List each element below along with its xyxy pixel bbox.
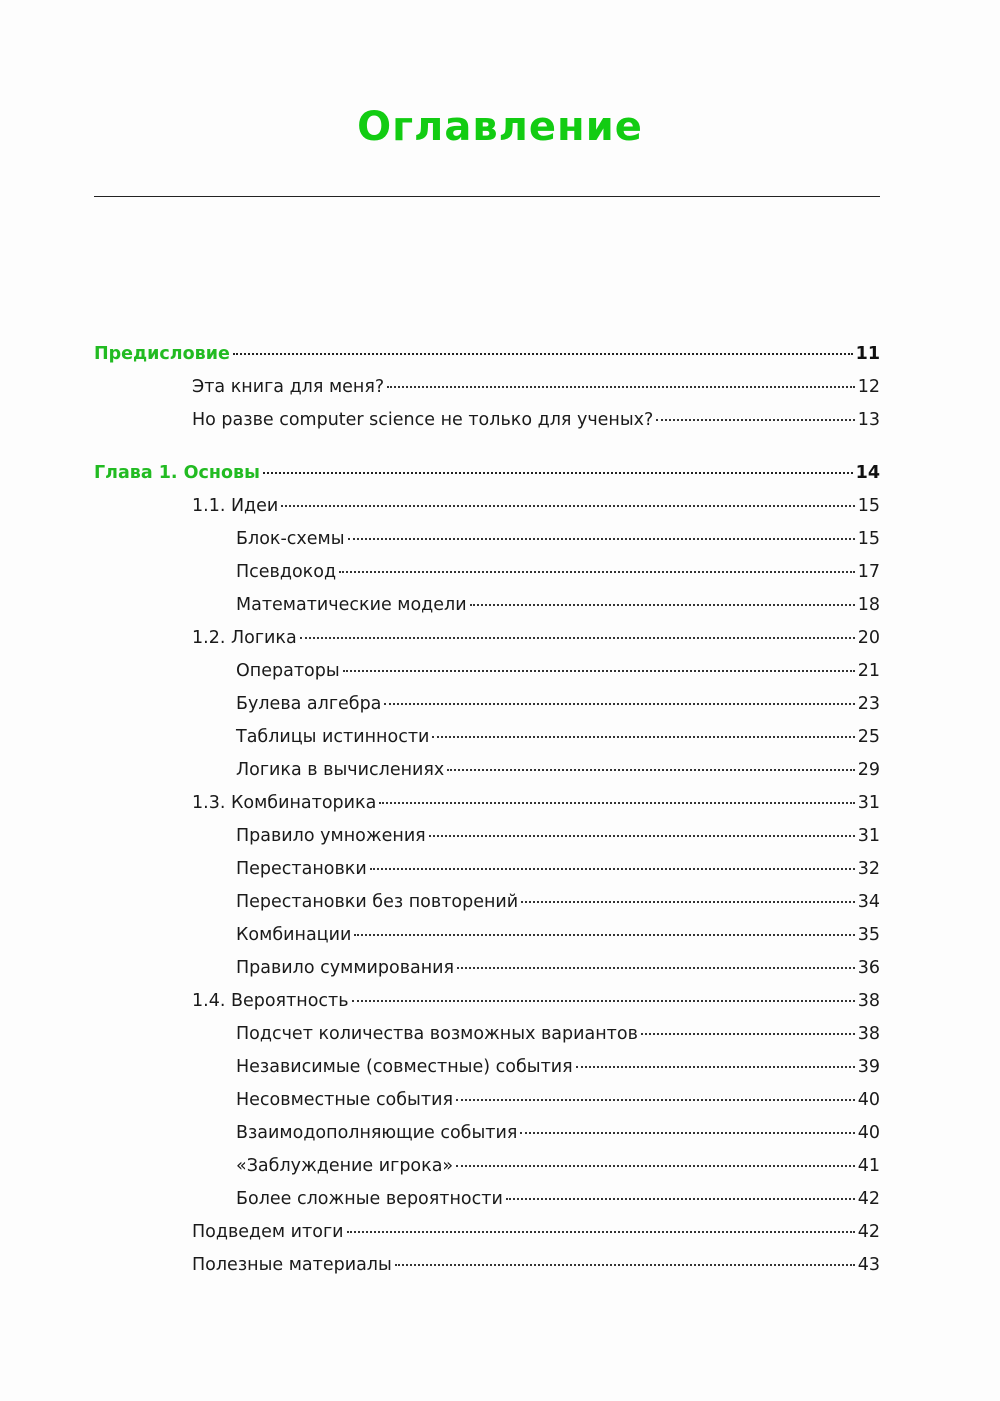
dot-leader (456, 1099, 855, 1101)
toc-entry[interactable] (94, 1156, 880, 1189)
toc-entry[interactable] (94, 793, 880, 826)
toc-entry-page: 21 (857, 661, 880, 681)
dot-leader (395, 1264, 855, 1266)
page-title: Оглавление (357, 104, 643, 150)
toc-entry-page: 31 (857, 793, 880, 813)
toc-entry-label: Полезные материалы (192, 1255, 392, 1275)
toc-entry-label: Правило суммирования (236, 958, 455, 978)
dot-leader (521, 901, 855, 903)
toc-entry[interactable] (94, 562, 880, 595)
toc-entry-label: Правило умножения (236, 826, 426, 846)
toc-entry-page: 42 (857, 1189, 880, 1209)
toc-entry-label: Глава 1. Основы (94, 463, 260, 483)
toc-entry[interactable] (94, 826, 880, 859)
toc-entry-page: 39 (857, 1057, 880, 1077)
title-divider (94, 196, 880, 197)
toc-entry[interactable] (94, 892, 880, 925)
toc-entry-page: 18 (857, 595, 880, 615)
toc-entry[interactable] (94, 859, 880, 892)
toc-entry[interactable] (94, 1222, 880, 1255)
toc-entry-page: 38 (857, 991, 880, 1011)
toc-entry-label: 1.2. Логика (192, 628, 297, 648)
toc-entry-label: 1.1. Идеи (192, 496, 279, 516)
dot-leader (456, 1165, 855, 1167)
toc-entry-page: 36 (857, 958, 880, 978)
toc-entry-label: Независимые (совместные) события (236, 1057, 573, 1077)
dot-leader (352, 1000, 855, 1002)
toc-entry[interactable] (94, 958, 880, 991)
dot-leader (576, 1066, 855, 1068)
table-of-contents (94, 344, 880, 1288)
toc-entry[interactable] (94, 496, 880, 529)
dot-leader (343, 670, 855, 672)
toc-entry-label: Блок-схемы (236, 529, 345, 549)
dot-leader (384, 703, 854, 705)
toc-entry-page: 25 (857, 727, 880, 747)
toc-entry-label: Более сложные вероятности (236, 1189, 503, 1209)
toc-entry-label: Таблицы истинности (236, 727, 430, 747)
toc-entry-page: 43 (857, 1255, 880, 1275)
toc-entry-page: 40 (857, 1123, 880, 1143)
toc-entry-label: 1.3. Комбинаторика (192, 793, 377, 813)
toc-entry-label: Несовместные события (236, 1090, 453, 1110)
toc-entry-page: 41 (857, 1156, 880, 1176)
dot-leader (348, 538, 855, 540)
toc-entry-label: «Заблуждение игрока» (236, 1156, 454, 1176)
toc-entry-page: 17 (857, 562, 880, 582)
toc-entry-page: 31 (857, 826, 880, 846)
toc-entry-page: 23 (857, 694, 880, 714)
dot-leader (656, 419, 854, 421)
dot-leader (447, 769, 854, 771)
toc-entry[interactable] (94, 694, 880, 727)
toc-entry-page: 32 (857, 859, 880, 879)
toc-entry-page: 20 (857, 628, 880, 648)
toc-entry-page: 42 (857, 1222, 880, 1242)
toc-entry-page: 40 (857, 1090, 880, 1110)
toc-entry-page: 29 (857, 760, 880, 780)
dot-leader (263, 472, 853, 474)
toc-entry-page: 35 (857, 925, 880, 945)
toc-entry-page: 11 (855, 344, 880, 364)
dot-leader (432, 736, 854, 738)
toc-entry-label: Математические модели (236, 595, 467, 615)
toc-entry-label: Взаимодополняющие события (236, 1123, 518, 1143)
dot-leader (429, 835, 855, 837)
dot-leader (354, 934, 854, 936)
toc-entry-page: 15 (857, 496, 880, 516)
toc-entry[interactable] (94, 529, 880, 562)
dot-leader (370, 868, 855, 870)
toc-entry-label: Комбинации (236, 925, 352, 945)
toc-entry-page: 38 (857, 1024, 880, 1044)
toc-entry-page: 13 (857, 410, 880, 430)
toc-entry[interactable] (94, 1255, 880, 1288)
toc-entry[interactable] (94, 628, 880, 661)
dot-leader (347, 1231, 855, 1233)
dot-leader (641, 1033, 855, 1035)
toc-entry[interactable] (94, 1123, 880, 1156)
dot-leader (300, 637, 855, 639)
toc-entry-label: Операторы (236, 661, 340, 681)
dot-leader (379, 802, 854, 804)
toc-entry[interactable] (94, 925, 880, 958)
toc-entry-label: Булева алгебра (236, 694, 382, 714)
toc-entry[interactable] (94, 1090, 880, 1123)
dot-leader (470, 604, 855, 606)
toc-entry-label: Подсчет количества возможных вариантов (236, 1024, 638, 1044)
toc-entry[interactable] (94, 1024, 880, 1057)
dot-leader (506, 1198, 855, 1200)
dot-leader (387, 386, 855, 388)
toc-entry-page: 15 (857, 529, 880, 549)
toc-entry-label: Но разве computer science не только для ученых? (192, 410, 654, 430)
toc-entry[interactable] (94, 595, 880, 628)
dot-leader (339, 571, 855, 573)
chapter-1-entries (94, 496, 880, 1288)
toc-entry[interactable] (94, 410, 880, 443)
dot-leader (457, 967, 855, 969)
toc-entry[interactable] (94, 760, 880, 793)
toc-entry-label: Перестановки (236, 859, 367, 879)
toc-entry[interactable] (94, 661, 880, 694)
toc-entry-chapter-1[interactable] (94, 463, 880, 496)
toc-entry[interactable] (94, 991, 880, 1024)
toc-entry[interactable] (94, 727, 880, 760)
toc-entry[interactable] (94, 1057, 880, 1090)
toc-entry-label: Эта книга для меня? (192, 377, 385, 397)
toc-entry-label: 1.4. Вероятность (192, 991, 349, 1011)
toc-entry-page: 12 (857, 377, 880, 397)
toc-entry-label: Логика в вычислениях (236, 760, 445, 780)
toc-entry[interactable] (94, 377, 880, 410)
dot-leader (233, 353, 853, 355)
toc-entry-page: 14 (855, 463, 880, 483)
toc-entry[interactable] (94, 1189, 880, 1222)
toc-entry-label: Предисловие (94, 344, 230, 364)
toc-entry-label: Псевдокод (236, 562, 337, 582)
toc-entry-label: Перестановки без повторений (236, 892, 519, 912)
toc-entry-preface[interactable] (94, 344, 880, 377)
toc-entry-page: 34 (857, 892, 880, 912)
dot-leader (281, 505, 854, 507)
toc-entry-label: Подведем итоги (192, 1222, 344, 1242)
dot-leader (520, 1132, 854, 1134)
